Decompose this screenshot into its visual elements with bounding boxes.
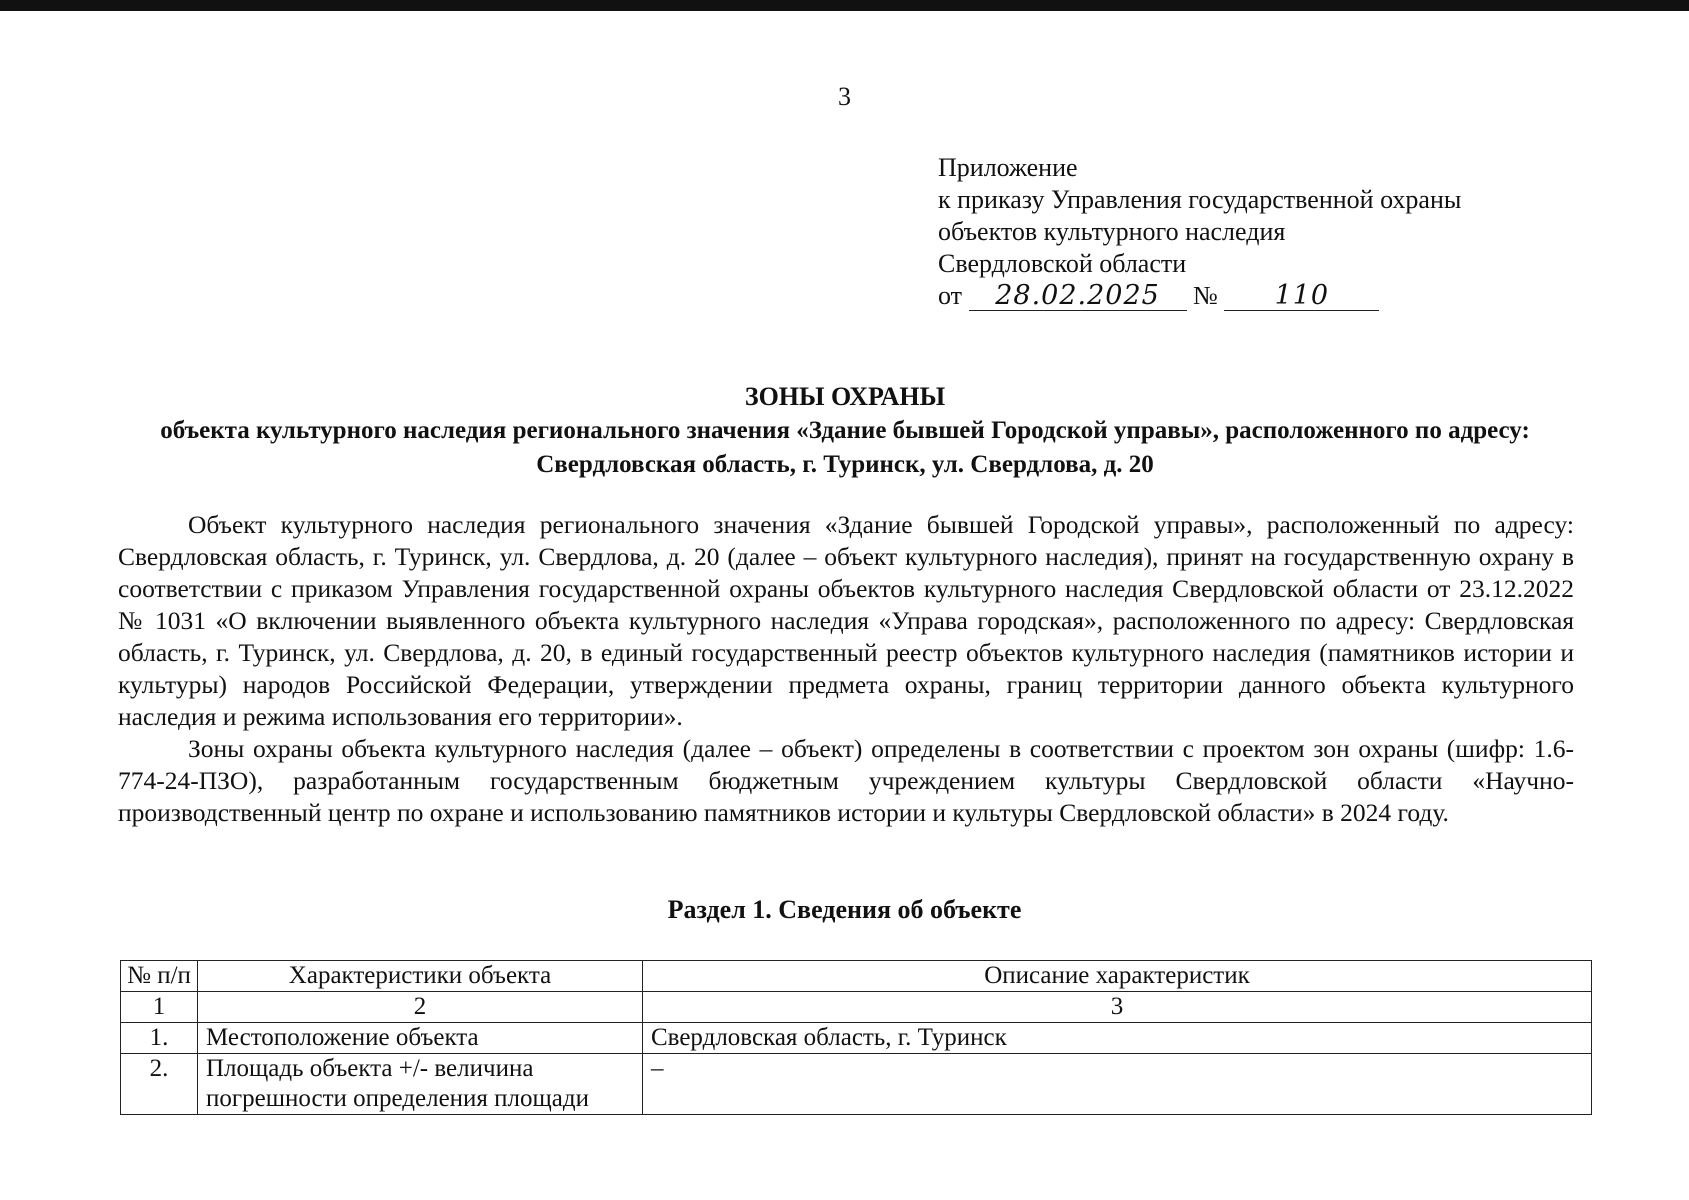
body-text [118,509,1574,829]
handwritten-number: 110 [1224,282,1379,311]
table-cell: 2 [198,992,643,1023]
table-cell: 3 [643,992,1592,1023]
document-title: ЗОНЫ ОХРАНЫ [744,382,946,411]
table-row [121,1023,1592,1054]
table-cell: – [643,1054,1592,1115]
table-row [121,1054,1592,1115]
table-cell: 2. [121,1054,198,1115]
page-number: 3 [838,82,851,111]
paragraph: Объект культурного наследия регионального значения «Здание бывшей Городской управы», расположенный по адресу: Свердловская область, г. Туринск, ул. Свердлова, д. 20 (далее – объект культурного наследия), принят на государственную охрану в соответствии с приказом Управления государственной охраны объектов культурного наследия Свердловской области от 23.12.2022 № 1031 «О включении выявленного объекта культурного наследия «Управа городская», расположенного по адресу: Свердловская область, г. Туринск, ул. Свердлова, д. 20, в единый государственный реестр объектов культурного наследия (памятников истории и культуры) народов Российской Федерации, утверждении предмета охраны, границ территории данного объекта культурного наследия и режима использования его территории». [118,510,1574,731]
table-cell: Площадь объекта +/- величина погрешности определения площади [198,1054,643,1115]
appendix-line: Приложение [938,153,1078,182]
appendix-line: к приказу Управления государственной охраны [938,185,1462,214]
appendix-line: Свердловской области [938,249,1187,278]
order-date-number-line [938,280,1461,312]
document-title-block [120,380,1570,482]
table-numbering-row [121,992,1592,1023]
handwritten-date: 28.02.2025 [969,282,1187,311]
header-cell-characteristics: Характеристики объекта [198,961,643,992]
table-cell: Местоположение объекта [198,1023,643,1054]
table-cell: 1 [121,992,198,1023]
section-heading: Раздел 1. Сведения об объекте [667,895,1022,924]
table-header-row [121,961,1592,992]
header-cell-description: Описание характеристик [643,961,1592,992]
table-cell: Свердловская область, г. Туринск [643,1023,1592,1054]
date-prefix: от [938,281,963,310]
number-sign: № [1193,281,1218,310]
paragraph: Зоны охраны объекта культурного наследия (далее – объект) определены в соответствии с проектом зон охраны (шифр: 1.6-774-24-ПЗО), разработанным государственным бюджетным учреждением культуры Свердловской области «Научно-производственный центр по охране и использованию памятников истории и культуры Свердловской области» в 2024 году. [118,734,1574,827]
table-cell: 1. [121,1023,198,1054]
header-cell-number: № п/п [121,961,198,992]
appendix-block [938,152,1461,312]
object-info-table [120,960,1592,1115]
scan-top-border [0,0,1689,11]
document-subtitle: объекта культурного наследия регионального значения «Здание бывшей Городской управы», расположенного по адресу: Свердловская область, г. Туринск, ул. Свердлова, д. 20 [160,417,1530,478]
appendix-line: объектов культурного наследия [938,217,1286,246]
